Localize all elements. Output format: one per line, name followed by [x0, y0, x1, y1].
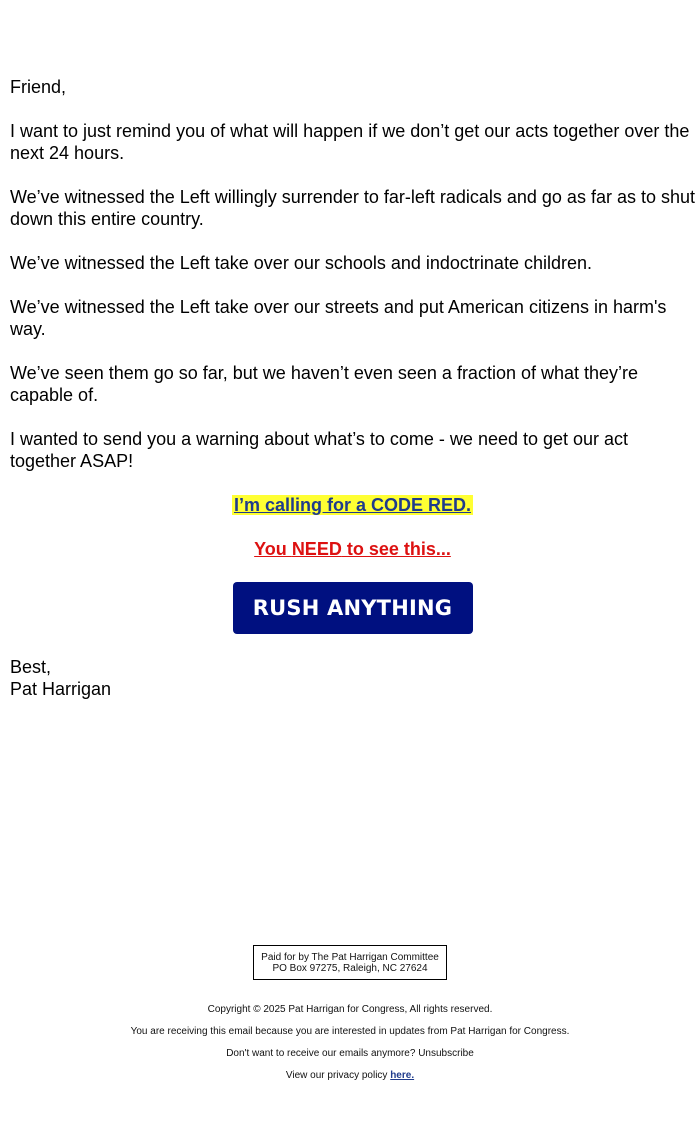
need-link-emphasis: NEED — [291, 539, 342, 559]
copyright-line: Copyright © 2025 Pat Harrigan for Congress, All rights reserved. — [207, 1004, 493, 1015]
need-link-prefix: You — [254, 539, 292, 559]
body-paragraph-1: I want to just remind you of what will happen if we don’t get our acts together over the next 24 hours. — [10, 121, 690, 163]
body-paragraph-2: We’ve witnessed the Left willingly surrender to far-left radicals and go as far as to shut down this entire country. — [10, 187, 696, 229]
paid-for-line-1: Paid for by The Pat Harrigan Committee — [261, 952, 439, 963]
body-paragraph-6: I wanted to send you a warning about what’s to come - we need to get our act together ASAP! — [10, 429, 629, 471]
greeting: Friend, — [10, 77, 67, 97]
signoff-block — [10, 656, 695, 700]
paid-for-disclaimer — [253, 945, 447, 980]
receiving-notice: You are receiving this email because you are interested in updates from Pat Harrigan for Congress. — [130, 1026, 570, 1037]
privacy-prefix: View our privacy policy — [285, 1070, 391, 1081]
need-line — [10, 538, 695, 560]
body-paragraph-5: We’ve seen them go so far, but we haven’t even seen a fraction of what they’re capable of. — [10, 363, 639, 405]
privacy-line — [0, 1070, 700, 1082]
signature: Pat Harrigan — [10, 679, 112, 699]
unsubscribe-link[interactable]: Unsubscribe — [418, 1048, 474, 1059]
code-red-line — [10, 494, 695, 516]
cta-wrapper — [10, 582, 695, 634]
need-to-see-link[interactable] — [254, 539, 451, 559]
code-red-link[interactable]: I’m calling for a CODE RED. — [233, 495, 472, 515]
email-body — [10, 76, 695, 700]
body-paragraph-3: We’ve witnessed the Left take over our schools and indoctrinate children. — [10, 253, 592, 273]
privacy-policy-link[interactable]: here. — [390, 1070, 415, 1081]
paid-for-line-2: PO Box 97275, Raleigh, NC 27624 — [272, 963, 428, 974]
unsubscribe-line — [0, 1048, 700, 1060]
need-link-suffix: to see this... — [341, 539, 451, 559]
body-paragraph-4: We’ve witnessed the Left take over our streets and put American citizens in harm's way. — [10, 297, 667, 339]
email-footer — [0, 945, 700, 1092]
rush-anything-button[interactable]: RUSH ANYTHING — [233, 582, 473, 634]
signoff: Best, — [10, 657, 52, 677]
unsubscribe-prefix: Don't want to receive our emails anymore? — [226, 1048, 419, 1059]
